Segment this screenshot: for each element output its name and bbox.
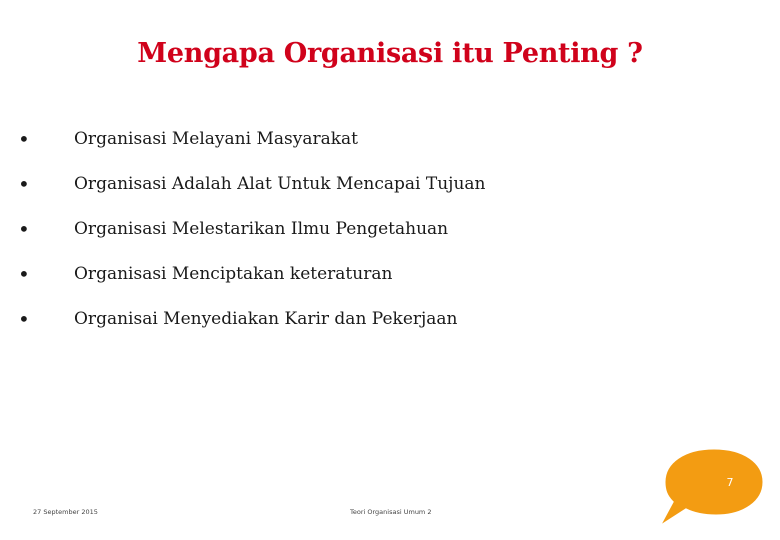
bullet-dot-icon: • — [18, 217, 30, 241]
bullet-dot-icon: • — [18, 127, 30, 151]
bullet-list — [18, 126, 485, 351]
slide-title: Mengapa Organisasi itu Penting ? — [137, 38, 643, 69]
bullet-dot-icon: • — [18, 172, 30, 196]
bullet-text: Organisasi Menciptakan keteraturan — [74, 264, 393, 284]
bullet-text: Organisasi Melestarikan Ilmu Pengetahuan — [74, 219, 449, 239]
footer-date: 27 September 2015 — [33, 508, 98, 516]
bullet-item — [18, 171, 485, 216]
bullet-dot-icon: • — [18, 307, 30, 331]
bullet-dot-icon: • — [18, 262, 30, 286]
footer-title: Teori Organisasi Umum 2 — [350, 508, 432, 516]
bullet-item — [18, 216, 485, 261]
bullet-item — [18, 261, 485, 306]
bullet-item — [18, 306, 485, 351]
page-number: 7 — [726, 476, 734, 489]
bullet-text: Organisasi Adalah Alat Untuk Mencapai Tujuan — [74, 174, 486, 194]
bullet-text: Organisasi Melayani Masyarakat — [74, 129, 358, 149]
bullet-text: Organisai Menyediakan Karir dan Pekerjaan — [74, 309, 458, 329]
bullet-item — [18, 126, 485, 171]
